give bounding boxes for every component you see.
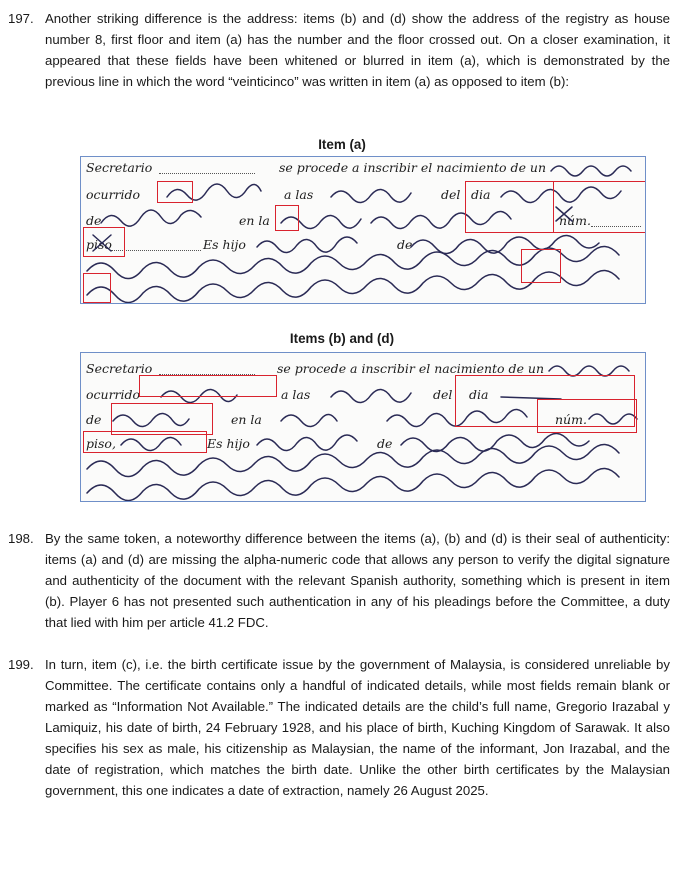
paragraph-text: In turn, item (c), i.e. the birth certificate issue by the government of Malaysia, is considered unreliable by Committee. The certificate contains only a handful of indicated details, while most fields remain blank or marked as “Information Not Available.” The indicated details are the child’s full name, Gregorio Irazabal y Lamiquiz, his date of birth, 24 February 1928, and his place of birth, Kuching Kingdom of Sarawak. It also specifies his sex as male, his citizenship as Malaysian, the name of the informant, Jon Irazabal, and the date of registration, which matches the birth date. Unlike the other birth certificates by the Malaysian government, this one indicates a date of extraction, namely 26 August 2025. [45, 657, 670, 798]
printed-del: del [441, 187, 461, 202]
figure-caption-item-a: Item (a) [318, 137, 366, 152]
printed-de: de [86, 213, 102, 228]
paragraph-198 [0, 528, 684, 634]
printed-secretario: Secretario [86, 361, 153, 376]
printed-piso: piso [86, 237, 112, 252]
highlight-box [83, 431, 207, 453]
printed-num: núm. [559, 213, 591, 228]
printed-ocurrido: ocurrido [86, 187, 141, 202]
printed-de: de [86, 412, 102, 427]
paragraph-number: 198. [8, 531, 34, 546]
highlight-box [553, 181, 646, 233]
printed-se-procede: se procede a inscribir el nacimiento de un [277, 361, 545, 376]
highlight-box [275, 205, 299, 231]
printed-de-2: de [377, 436, 393, 451]
highlight-box [83, 273, 111, 303]
paragraph-text: By the same token, a noteworthy difference between the items (a), (b) and (d) is their seal of authenticity: items (a) and (d) are missing the alpha-numeric code that allows any person to verify the digital signature and authenticity of the document with the relevant Spanish authority, something which is present in item (b). Player 6 has not presented such authentication in any of his pleadings before the Committee, a duty that lied with him per article 41.2 FDC. [45, 531, 670, 630]
figure-caption-items-b-d: Items (b) and (d) [289, 331, 395, 346]
printed-secretario: Secretario [86, 160, 153, 175]
printed-piso: piso, [86, 436, 116, 451]
highlight-box [83, 227, 125, 257]
printed-num: núm. [555, 412, 587, 427]
printed-en-la: en la [231, 412, 262, 427]
paragraph-number: 197. [8, 11, 34, 26]
scanned-register-items-b-d [80, 352, 646, 502]
paragraph-number: 199. [8, 657, 34, 672]
printed-dia: dia [471, 187, 491, 202]
paragraph-text: Another striking difference is the address: items (b) and (d) show the address of the registry as house number 8, first floor and item (a) has the number and the floor crossed out. On a closer examination, it appeared that these fields have been whitened or blurred in item (a), which is demonstrated by the previous line in which the word “veinticinco” was written in item (a) as opposed to item (b): [45, 11, 670, 89]
paragraph-197 [0, 8, 684, 114]
scanned-register-item-a [80, 156, 646, 304]
highlight-box [537, 399, 637, 433]
printed-dia: dia [469, 387, 489, 402]
paragraph-199 [0, 654, 684, 824]
printed-en-la: en la [239, 213, 270, 228]
printed-es-hijo: Es hijo [203, 237, 246, 252]
highlight-box [139, 375, 277, 397]
printed-del: del [433, 387, 453, 402]
printed-se-procede: se procede a inscribir el nacimiento de un [279, 160, 547, 175]
highlight-box [521, 249, 561, 283]
printed-a-las: a las [281, 387, 311, 402]
printed-a-las: a las [284, 187, 314, 202]
highlight-box [157, 181, 193, 203]
printed-de-2: de [397, 237, 413, 252]
printed-ocurrido: ocurrido [86, 387, 141, 402]
printed-es-hijo: Es hijo [207, 436, 250, 451]
